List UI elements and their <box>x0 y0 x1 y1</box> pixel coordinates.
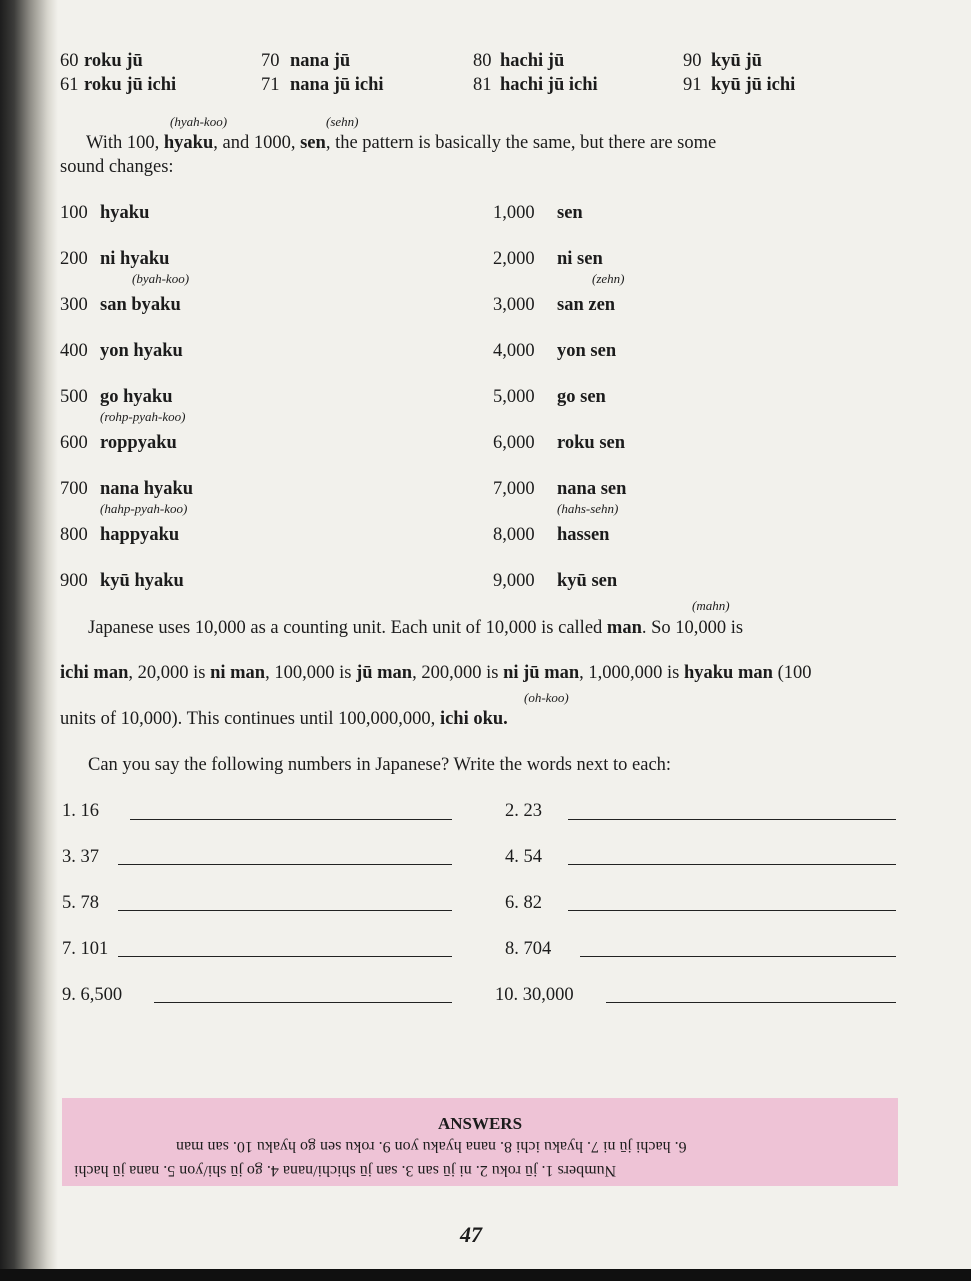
answer-blank[interactable] <box>154 1002 452 1003</box>
thousands-word: san zen <box>557 295 616 315</box>
hundreds-number: 900 <box>60 571 88 591</box>
exercise-label: 10. 30,000 <box>495 985 574 1005</box>
intro-line-2: sound changes: <box>60 157 174 177</box>
tens-word: nana jū <box>290 51 351 71</box>
answers-line-1-upside-down: Numbers 1. jū roku 2. ni jū san 3. san jū shichi/nana 4. go jū shi/yon 5. nana jū hachi <box>74 1162 617 1179</box>
thousands-word: go sen <box>557 387 606 407</box>
thousands-word: ni sen <box>557 249 603 269</box>
tens-word: kyū jū <box>711 51 762 71</box>
thousands-number: 1,000 <box>493 203 535 223</box>
page-bottom-edge <box>0 1269 971 1281</box>
hundreds-word: ni hyaku <box>100 249 170 269</box>
hundreds-number: 600 <box>60 433 88 453</box>
pronunciation-man: (mahn) <box>692 598 730 613</box>
answer-blank[interactable] <box>580 956 896 957</box>
answers-line-2-upside-down: 6. hachi jū ni 7. hyaku ichi 8. nana hyaku yon 9. roku sen go hyaku 10. san man <box>176 1138 687 1155</box>
hundreds-word: nana hyaku <box>100 479 194 499</box>
man-paragraph-line-3: units of 10,000). This continues until 100,000,000, ichi oku. <box>60 709 508 729</box>
thousands-number: 9,000 <box>493 571 535 591</box>
hundreds-word: go hyaku <box>100 387 173 407</box>
thousands-pronunciation: (hahs-sehn) <box>557 501 619 516</box>
exercise-label: 3. 37 <box>62 847 99 867</box>
thousands-pronunciation: (zehn) <box>592 271 625 286</box>
exercise-label: 4. 54 <box>505 847 542 867</box>
thousands-number: 7,000 <box>493 479 535 499</box>
tens-word: kyū jū ichi <box>711 75 796 95</box>
exercise-label: 2. 23 <box>505 801 542 821</box>
pronunciation-sen: (sehn) <box>326 114 359 129</box>
tens-word: roku jū <box>84 51 143 71</box>
answers-box <box>62 1098 898 1186</box>
tens-num: 91 <box>683 75 702 95</box>
tens-word: hachi jū ichi <box>500 75 598 95</box>
man-paragraph-line-1: Japanese uses 10,000 as a counting unit. Each unit of 10,000 is called man. So 10,000 is <box>88 618 744 638</box>
answer-blank[interactable] <box>118 956 452 957</box>
thousands-number: 4,000 <box>493 341 535 361</box>
thousands-number: 3,000 <box>493 295 535 315</box>
tens-num: 60 <box>60 51 79 71</box>
tens-num: 71 <box>261 75 280 95</box>
hundreds-number: 700 <box>60 479 88 499</box>
answer-blank[interactable] <box>118 910 452 911</box>
tens-num: 81 <box>473 75 492 95</box>
answer-blank[interactable] <box>568 910 896 911</box>
answer-blank[interactable] <box>568 819 896 820</box>
tens-num: 90 <box>683 51 702 71</box>
tens-word: nana jū ichi <box>290 75 384 95</box>
thousands-number: 2,000 <box>493 249 535 269</box>
tens-word: roku jū ichi <box>84 75 177 95</box>
answer-blank[interactable] <box>130 819 452 820</box>
answers-title: ANSWERS <box>437 1114 523 1133</box>
thousands-word: sen <box>557 203 583 223</box>
thousands-number: 5,000 <box>493 387 535 407</box>
pronunciation-hyaku: (hyah-koo) <box>170 114 228 129</box>
tens-num: 70 <box>261 51 280 71</box>
thousands-number: 8,000 <box>493 525 535 545</box>
intro-line-1: With 100, hyaku, and 1000, sen, the pattern is basically the same, but there are some <box>86 133 717 153</box>
page-binding-shadow <box>0 0 58 1281</box>
thousands-word: nana sen <box>557 479 627 499</box>
hundreds-number: 100 <box>60 203 88 223</box>
page-number: 47 <box>460 1222 482 1247</box>
hundreds-word: happyaku <box>100 525 180 545</box>
thousands-word: roku sen <box>557 433 626 453</box>
tens-word: hachi jū <box>500 51 565 71</box>
hundreds-number: 500 <box>60 387 88 407</box>
thousands-number: 6,000 <box>493 433 535 453</box>
answer-blank[interactable] <box>568 864 896 865</box>
hundreds-number: 800 <box>60 525 88 545</box>
exercise-question: Can you say the following numbers in Japanese? Write the words next to each: <box>88 755 672 775</box>
hundreds-word: hyaku <box>100 203 150 223</box>
hundreds-word: kyū hyaku <box>100 571 184 591</box>
hundreds-number: 400 <box>60 341 88 361</box>
hundreds-number: 300 <box>60 295 88 315</box>
exercise-label: 1. 16 <box>62 801 99 821</box>
hundreds-pronunciation: (byah-koo) <box>132 271 190 286</box>
exercise-label: 9. 6,500 <box>62 985 123 1005</box>
exercise-label: 7. 101 <box>62 939 109 959</box>
thousands-word: hassen <box>557 525 610 545</box>
hundreds-pronunciation: (hahp-pyah-koo) <box>100 501 188 516</box>
pronunciation-oku: (oh-koo) <box>524 690 569 705</box>
exercise-label: 8. 704 <box>505 939 552 959</box>
thousands-word: kyū sen <box>557 571 618 591</box>
hundreds-word: roppyaku <box>100 433 177 453</box>
tens-num: 61 <box>60 75 79 95</box>
answer-blank[interactable] <box>118 864 452 865</box>
hundreds-word: yon hyaku <box>100 341 183 361</box>
answer-blank[interactable] <box>606 1002 896 1003</box>
hundreds-pronunciation: (rohp-pyah-koo) <box>100 409 186 424</box>
hundreds-number: 200 <box>60 249 88 269</box>
exercise-label: 6. 82 <box>505 893 542 913</box>
tens-num: 80 <box>473 51 492 71</box>
man-paragraph-line-2: ichi man, 20,000 is ni man, 100,000 is jū man, 200,000 is ni jū man, 1,000,000 is hyaku man (100 <box>60 663 812 683</box>
hundreds-word: san byaku <box>100 295 181 315</box>
thousands-word: yon sen <box>557 341 617 361</box>
exercise-label: 5. 78 <box>62 893 99 913</box>
